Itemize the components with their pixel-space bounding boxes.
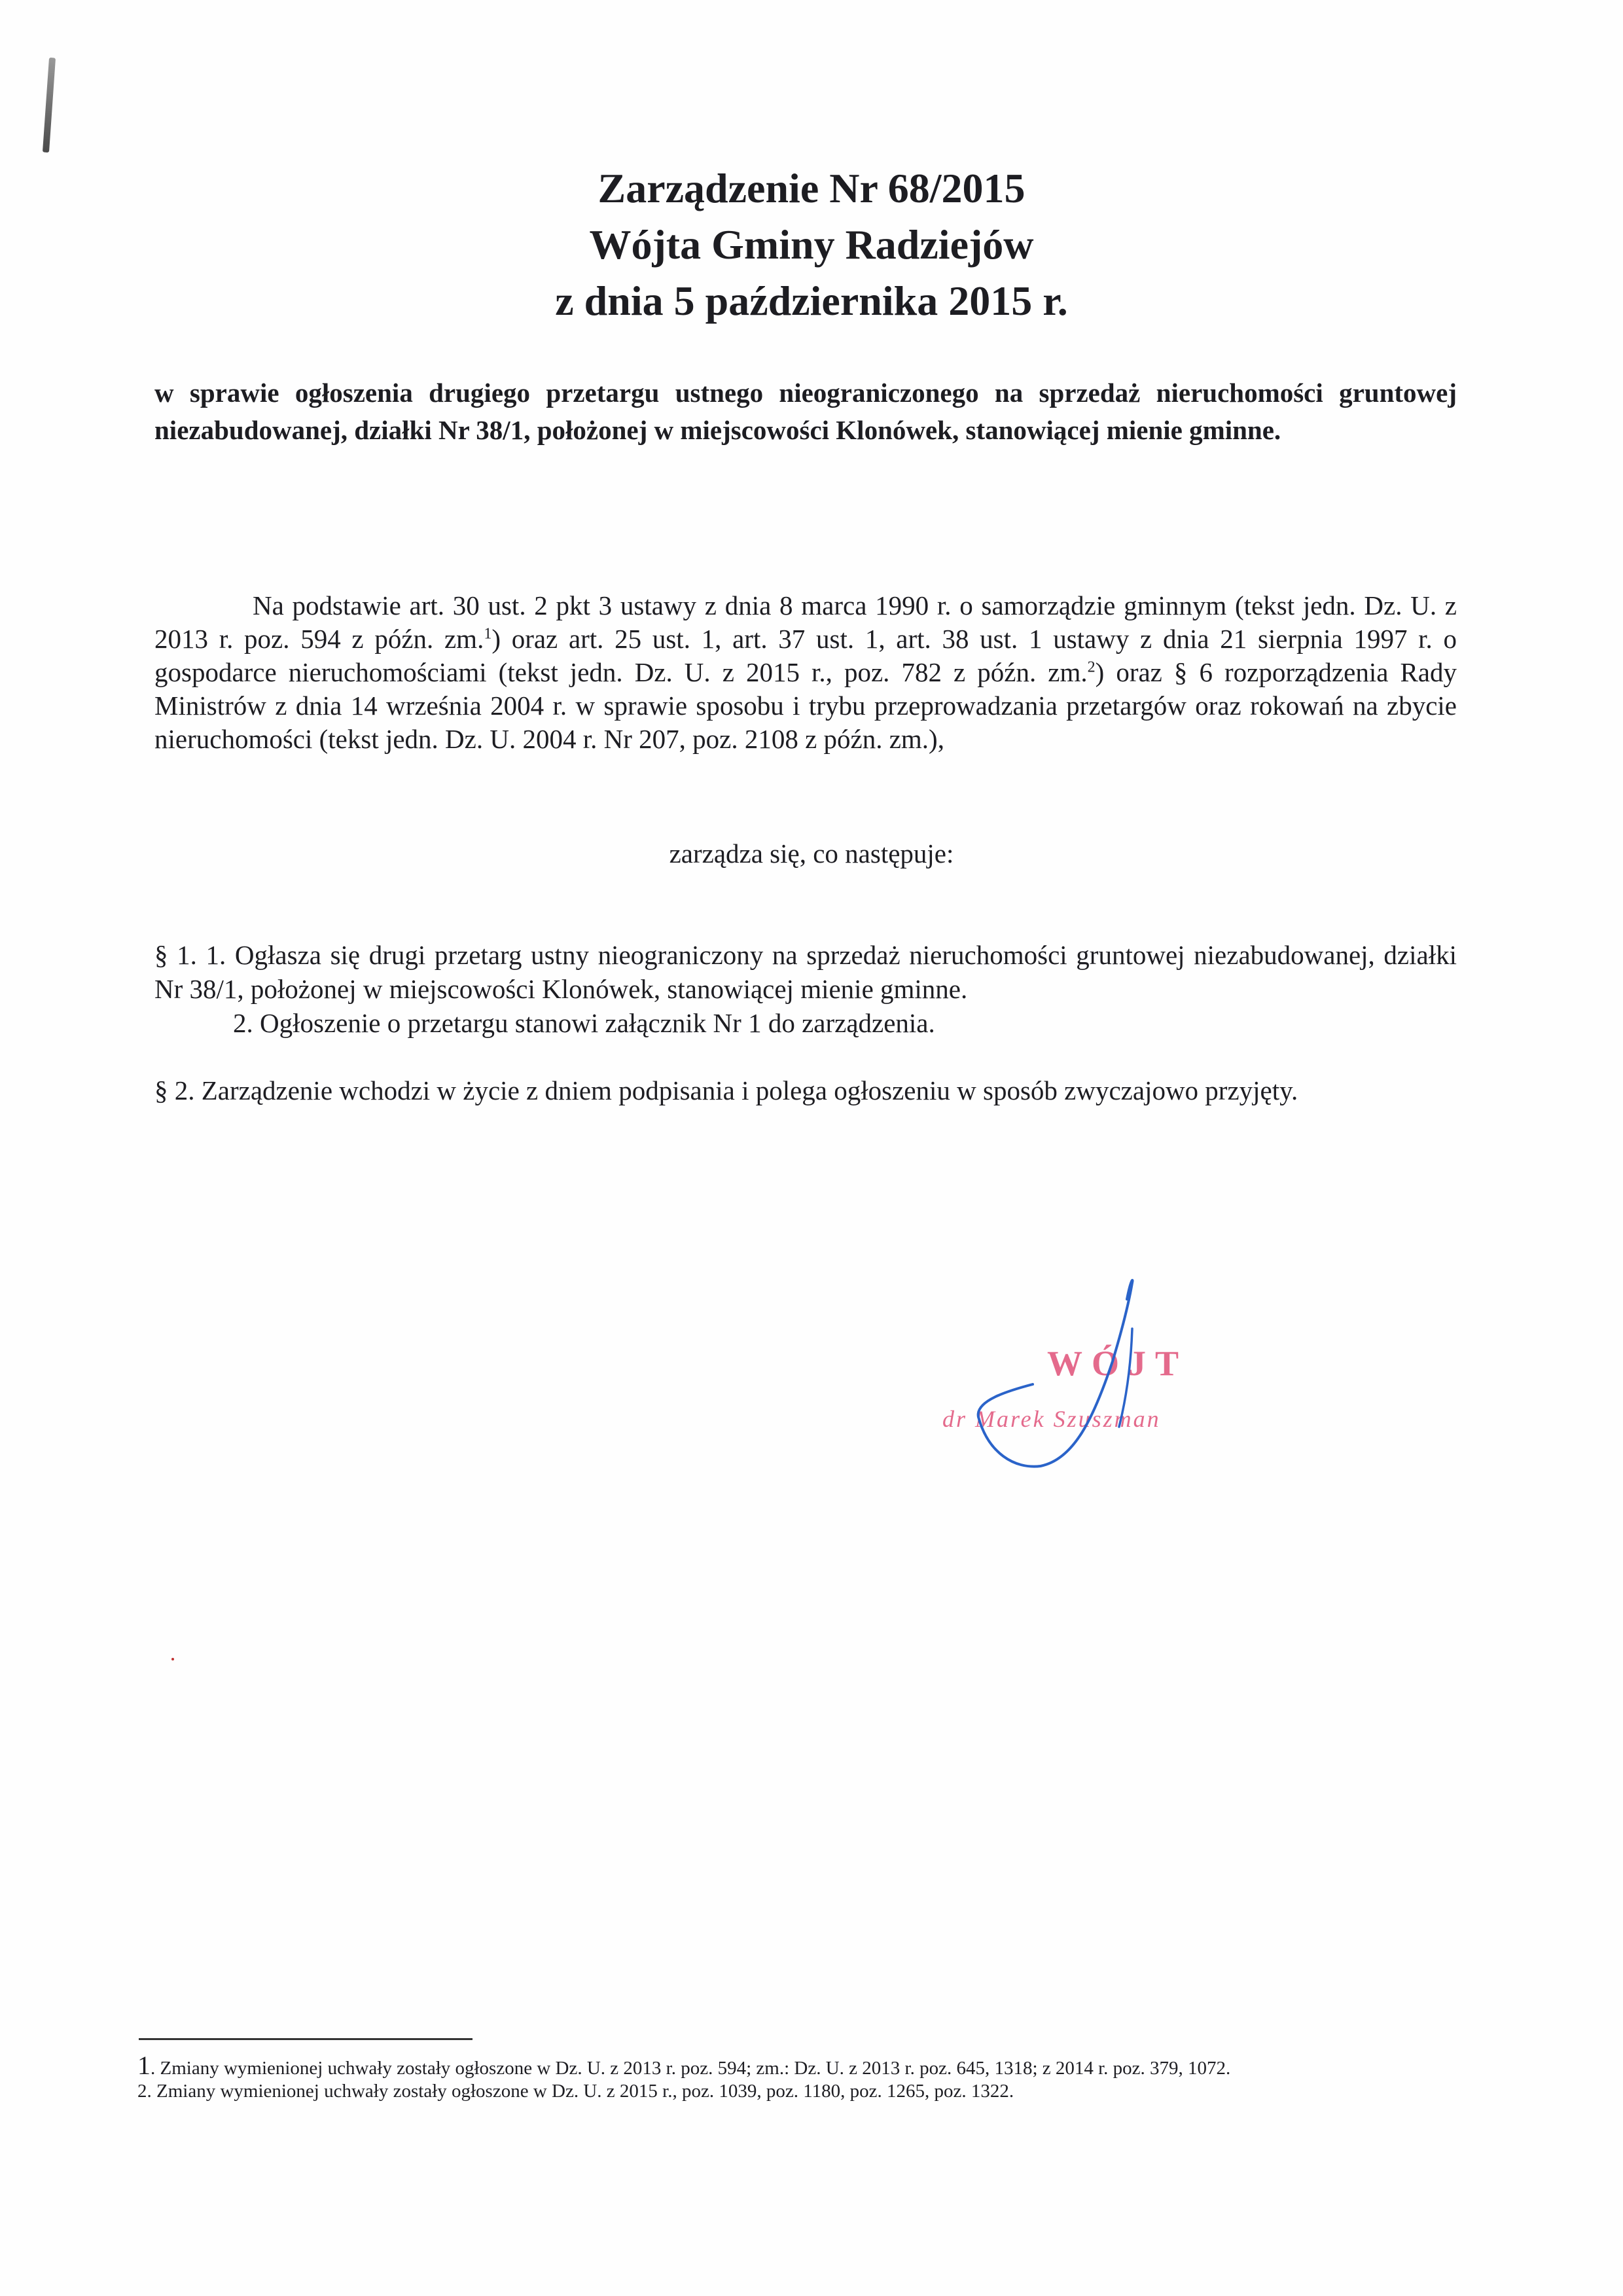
document-title: [0, 160, 1623, 329]
stamp-name: dr Marek Szuszman: [942, 1406, 1161, 1432]
footnote-2-number: 2: [137, 2081, 147, 2102]
footnote-2: [137, 2080, 1459, 2103]
section-1-item-1: § 1. 1. Ogłasza się drugi przetarg ustny nieograniczony na sprzedaż nieruchomości gruntowej niezabudowanej, działki Nr 38/1, położonej w miejscowości Klonówek, stanowiącej mienie gminne.: [154, 940, 1457, 1004]
document-subject: w sprawie ogłoszenia drugiego przetargu ustnego nieograniczonego na sprzedaż nieruchomości gruntowej niezabudowanej, działki Nr 38/1, położonej w miejscowości Klonówek, stanowiącej mienie gminne.: [154, 378, 1457, 445]
legal-basis-part-3: ) oraz § 6 rozporządzenia Rady Ministrów z dnia 14 września 2004 r. w sprawie sposobu i trybu przeprowadzania przetargów oraz rokowań na zbycie nieruchomości (tekst jedn. Dz. U. 2004 r. Nr 207, poz. 2108 z późn. zm.),: [154, 657, 1457, 754]
footnotes: [137, 2051, 1459, 2103]
title-line-2: Wójta Gminy Radziejów: [589, 221, 1034, 268]
decree-formula: zarządza się, co następuje:: [669, 838, 954, 869]
footnote-1: [137, 2051, 1459, 2080]
footnote-2-text: . Zmiany wymienionej uchwały zostały ogłoszone w Dz. U. z 2015 r., poz. 1039, poz. 1180, poz. 1265, poz. 1322.: [147, 2081, 1014, 2102]
footnote-ref-2: 2: [1087, 658, 1096, 676]
footnote-1-text: . Zmiany wymienionej uchwały zostały ogłoszone w Dz. U. z 2013 r. poz. 594; zm.: Dz. U. z 2013 r. poz. 645, 1318; z 2014 r. poz. 379, 1072.: [151, 2058, 1231, 2079]
footnote-1-number: 1: [137, 2051, 151, 2080]
section-2: § 2. Zarządzenie wchodzi w życie z dniem podpisania i polega ogłoszeniu w sposób zwyczajowo przyjęty.: [154, 1075, 1298, 1105]
staple-mark: [43, 58, 56, 152]
footnote-ref-1: 1: [484, 625, 492, 643]
stamp-title: WÓJT: [1047, 1344, 1188, 1383]
official-stamp: [942, 1283, 1283, 1479]
section-1: [154, 938, 1457, 1040]
title-line-1: Zarządzenie Nr 68/2015: [597, 165, 1026, 211]
scan-artifact: [171, 1658, 174, 1660]
section-1-item-2: 2. Ogłoszenie o przetargu stanowi załącznik Nr 1 do zarządzenia.: [233, 1008, 935, 1038]
legal-basis-part-2: ) oraz art. 25 ust. 1, art. 37 ust. 1, art. 38 ust. 1 ustawy z dnia 21 sierpnia 1997 r. o gospodarce nieruchomościami (tekst jedn. Dz. U. z 2015 r., poz. 782 z późn. zm.: [154, 624, 1457, 687]
legal-basis-paragraph: [154, 589, 1457, 756]
footnote-separator: [139, 2038, 473, 2040]
title-line-3: z dnia 5 października 2015 r.: [555, 278, 1068, 324]
legal-basis-part-1: Na podstawie art. 30 ust. 2 pkt 3 ustawy z dnia 8 marca 1990 r. o samorządzie gminnym (tekst jedn. Dz. U. z 2013 r. poz. 594 z późn. zm.: [154, 590, 1457, 654]
